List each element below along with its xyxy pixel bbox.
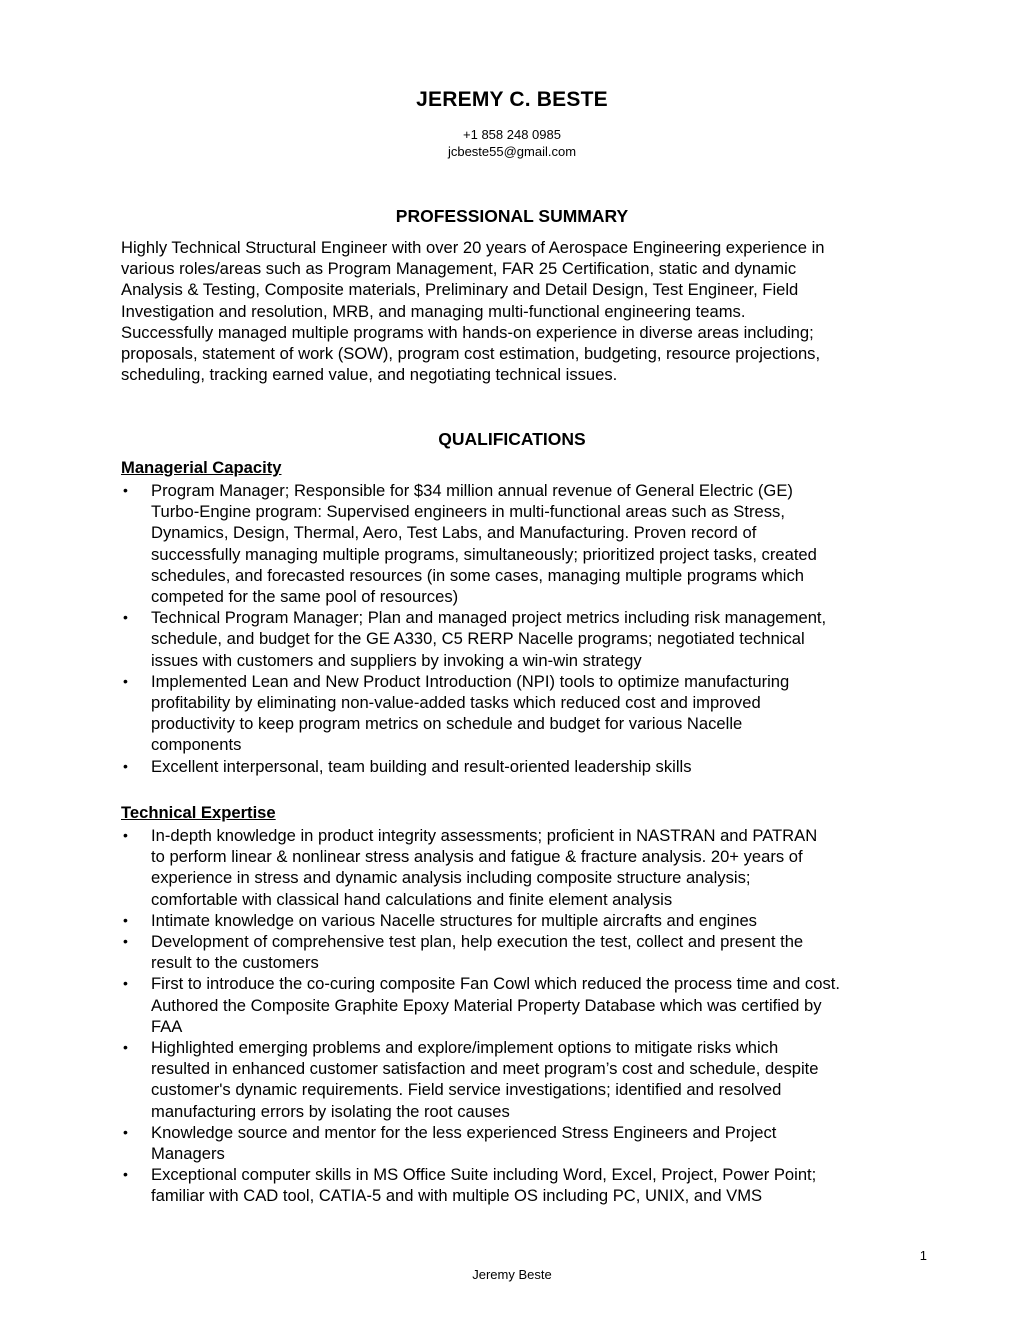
bullet-icon: •: [123, 827, 128, 843]
professional-summary-text: [121, 237, 921, 385]
bullet-line: Program Manager; Responsible for $34 million annual revenue of General Electric (GE): [151, 481, 793, 500]
qualification-bullet-item: [121, 910, 921, 931]
bullet-line: resulted in enhanced customer satisfaction and meet program’s cost and schedule, despite: [151, 1059, 819, 1079]
bullet-line: In-depth knowledge in product integrity assessments; proficient in NASTRAN and PATRAN: [151, 826, 818, 845]
qualifications-title: QUALIFICATIONS: [438, 429, 586, 449]
bullet-line: manufacturing errors by isolating the root causes: [151, 1101, 510, 1121]
bullet-icon: •: [123, 1039, 128, 1056]
summary-line: various roles/areas such as Program Management, FAR 25 Certification, static and dynamic: [121, 259, 797, 279]
bullet-line: Implemented Lean and New Product Introduction (NPI) tools to optimize manufacturing: [151, 671, 790, 691]
bullet-line: experience in stress and dynamic analysis including composite structure analysis;: [151, 868, 751, 888]
managerial-capacity-heading: Managerial Capacity: [121, 458, 282, 477]
summary-line: Investigation and resolution, MRB, and managing multi-functional engineering teams.: [121, 301, 746, 321]
qualification-bullet-item: [121, 1122, 921, 1164]
technical-expertise-heading: Technical Expertise: [121, 803, 276, 822]
bullet-line: productivity to keep program metrics on schedule and budget for various Nacelle: [151, 714, 743, 734]
bullet-icon: •: [123, 672, 128, 689]
summary-line: proposals, statement of work (SOW), program cost estimation, budgeting, resource projections,: [121, 344, 821, 364]
phone-number: +1 858 248 0985: [463, 127, 561, 142]
bullet-line: Knowledge source and mentor for the less experienced Stress Engineers and Project: [151, 1122, 777, 1142]
bullet-line: Technical Program Manager; Plan and managed project metrics including risk management,: [151, 608, 827, 628]
qualification-bullet-item: [121, 671, 921, 756]
bullet-line: Exceptional computer skills in MS Office Suite including Word, Excel, Project, Power Point;: [151, 1165, 817, 1185]
summary-line: Analysis & Testing, Composite materials, Preliminary and Detail Design, Test Engineer, Field: [121, 280, 799, 300]
bullet-line: issues with customers and suppliers by invoking a win-win strategy: [151, 650, 642, 670]
bullet-icon: •: [123, 609, 128, 626]
footer-author: Jeremy Beste: [472, 1267, 552, 1282]
bullet-line: Managers: [151, 1144, 225, 1164]
bullet-icon: •: [123, 1166, 128, 1183]
bullet-line: to perform linear & nonlinear stress analysis and fatigue & fracture analysis. 20+ years of: [151, 847, 803, 867]
bullet-line: FAA: [151, 1016, 183, 1036]
bullet-line: Excellent interpersonal, team building and result-oriented leadership skills: [151, 756, 692, 776]
qualification-bullet-item: [121, 1037, 921, 1122]
bullet-line: First to introduce the co-curing composite Fan Cowl which reduced the process time and cost.: [151, 974, 840, 994]
qualification-bullet-item: [121, 1164, 921, 1206]
bullet-line: successfully managing multiple programs, simultaneously; prioritized project tasks, created: [151, 544, 817, 564]
summary-line: scheduling, tracking earned value, and negotiating technical issues.: [121, 365, 618, 385]
bullet-line: Turbo-Engine program: Supervised engineers in multi-functional areas such as Stress,: [151, 502, 785, 522]
summary-line: Highly Technical Structural Engineer with over 20 years of Aerospace Engineering experience in: [121, 238, 825, 257]
managerial-capacity-list: [121, 480, 921, 777]
bullet-line: Intimate knowledge on various Nacelle structures for multiple aircrafts and engines: [151, 910, 757, 930]
qualification-bullet-item: [121, 607, 921, 671]
bullet-icon: •: [123, 933, 128, 950]
bullet-line: profitability by eliminating non-value-added tasks which reduced cost and improved: [151, 693, 761, 713]
bullet-line: Highlighted emerging problems and explore/implement options to mitigate risks which: [151, 1038, 779, 1058]
bullet-icon: •: [123, 911, 128, 928]
bullet-line: result to the customers: [151, 953, 319, 973]
email-address: jcbeste55@gmail.com: [447, 144, 577, 159]
qualification-bullet-item: [121, 756, 921, 777]
summary-line: Successfully managed multiple programs with hands-on experience in diverse areas including;: [121, 322, 814, 342]
qualification-bullet-item: [121, 931, 921, 973]
bullet-line: schedules, and forecasted resources (in some cases, managing multiple programs which: [151, 565, 805, 585]
bullet-line: schedule, and budget for the GE A330, C5 RERP Nacelle programs; negotiated technical: [151, 629, 805, 649]
bullet-icon: •: [123, 482, 128, 498]
page-number: 1: [919, 1248, 927, 1263]
bullet-line: Authored the Composite Graphite Epoxy Material Property Database which was certified by: [151, 995, 822, 1015]
bullet-icon: •: [123, 1123, 128, 1140]
technical-expertise-list: [121, 825, 921, 1207]
bullet-line: components: [151, 735, 242, 755]
qualification-bullet-item: [121, 825, 921, 910]
bullet-icon: •: [123, 975, 128, 992]
bullet-line: familiar with CAD tool, CATIA-5 and with multiple OS including PC, UNIX, and VMS: [151, 1186, 763, 1206]
professional-summary-title: PROFESSIONAL SUMMARY: [395, 206, 629, 226]
candidate-name: JEREMY C. BESTE: [416, 88, 608, 111]
bullet-line: comfortable with classical hand calculations and finite element analysis: [151, 889, 673, 909]
bullet-line: competed for the same pool of resources): [151, 587, 459, 607]
bullet-line: Dynamics, Design, Thermal, Aero, Test Labs, and Manufacturing. Proven record of: [151, 523, 757, 543]
qualification-bullet-item: [121, 973, 921, 1037]
bullet-line: customer's dynamic requirements. Field service investigations; identified and resolved: [151, 1080, 782, 1100]
bullet-line: Development of comprehensive test plan, help execution the test, collect and present the: [151, 932, 804, 952]
qualification-bullet-item: [121, 480, 921, 607]
bullet-icon: •: [123, 757, 128, 774]
